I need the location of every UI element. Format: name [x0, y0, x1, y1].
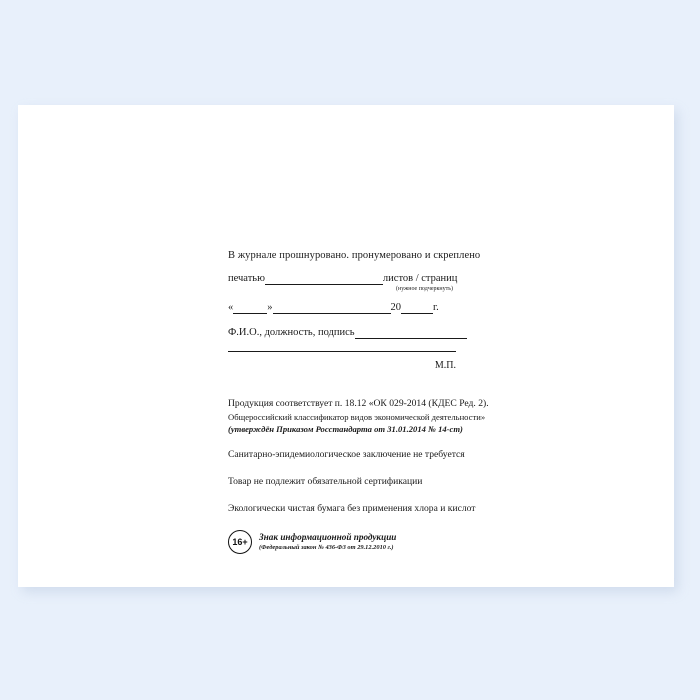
date-quote-open: « — [228, 302, 234, 313]
seal-label: печатью — [228, 273, 265, 284]
signature-label: Ф.И.О., должность, подпись — [228, 327, 355, 338]
age-rating-icon: 16+ — [228, 530, 252, 554]
document-content — [228, 250, 628, 554]
date-quote-close: » — [267, 302, 273, 313]
date-line — [228, 302, 628, 314]
legal-block — [228, 397, 628, 554]
product-compliance-line-3: (утверждён Приказом Росстандарта от 31.01.2014 № 14-ст) — [228, 423, 463, 434]
signature-blank — [355, 327, 467, 339]
seal-count-blank — [265, 273, 383, 285]
certification-text: Товар не подлежит обязательной сертификации — [228, 476, 423, 488]
journal-line-1: В журнале прошнуровано. пронумеровано и скреплено — [228, 250, 481, 261]
year-suffix: г. — [433, 302, 439, 313]
sheets-pages-label: листов / страниц — [382, 273, 458, 284]
document-paper — [18, 105, 674, 587]
product-compliance-line-2: Общероссийский классификатор видов экономической деятельности» — [228, 411, 486, 422]
journal-line-2 — [228, 273, 628, 285]
product-compliance-line-1: Продукция соответствует п. 18.12 «ОК 029-2014 (КДЕС Ред. 2). — [228, 398, 489, 409]
information-mark-row — [228, 530, 628, 554]
month-blank — [273, 302, 391, 314]
underline-note: (нужное подчеркнуть) — [396, 286, 453, 292]
journal-block — [228, 250, 628, 371]
year-prefix: 20 — [390, 302, 401, 313]
signature-second-rule — [228, 351, 456, 352]
signature-line — [228, 327, 628, 339]
information-mark-title: Знак информационной продукции — [259, 532, 397, 543]
sanitary-conclusion-text: Санитарно-эпидемиологическое заключение не требуется — [228, 449, 465, 461]
day-blank — [233, 302, 267, 314]
ecology-text: Экологически чистая бумага без применения хлора и кислот — [228, 503, 476, 515]
information-mark-subtitle: (Федеральный закон № 436-ФЗ от 29.12.2010 г.) — [259, 543, 394, 551]
stamp-label: М.П. — [434, 360, 456, 371]
information-mark-text — [259, 532, 396, 552]
year-blank — [401, 302, 433, 314]
